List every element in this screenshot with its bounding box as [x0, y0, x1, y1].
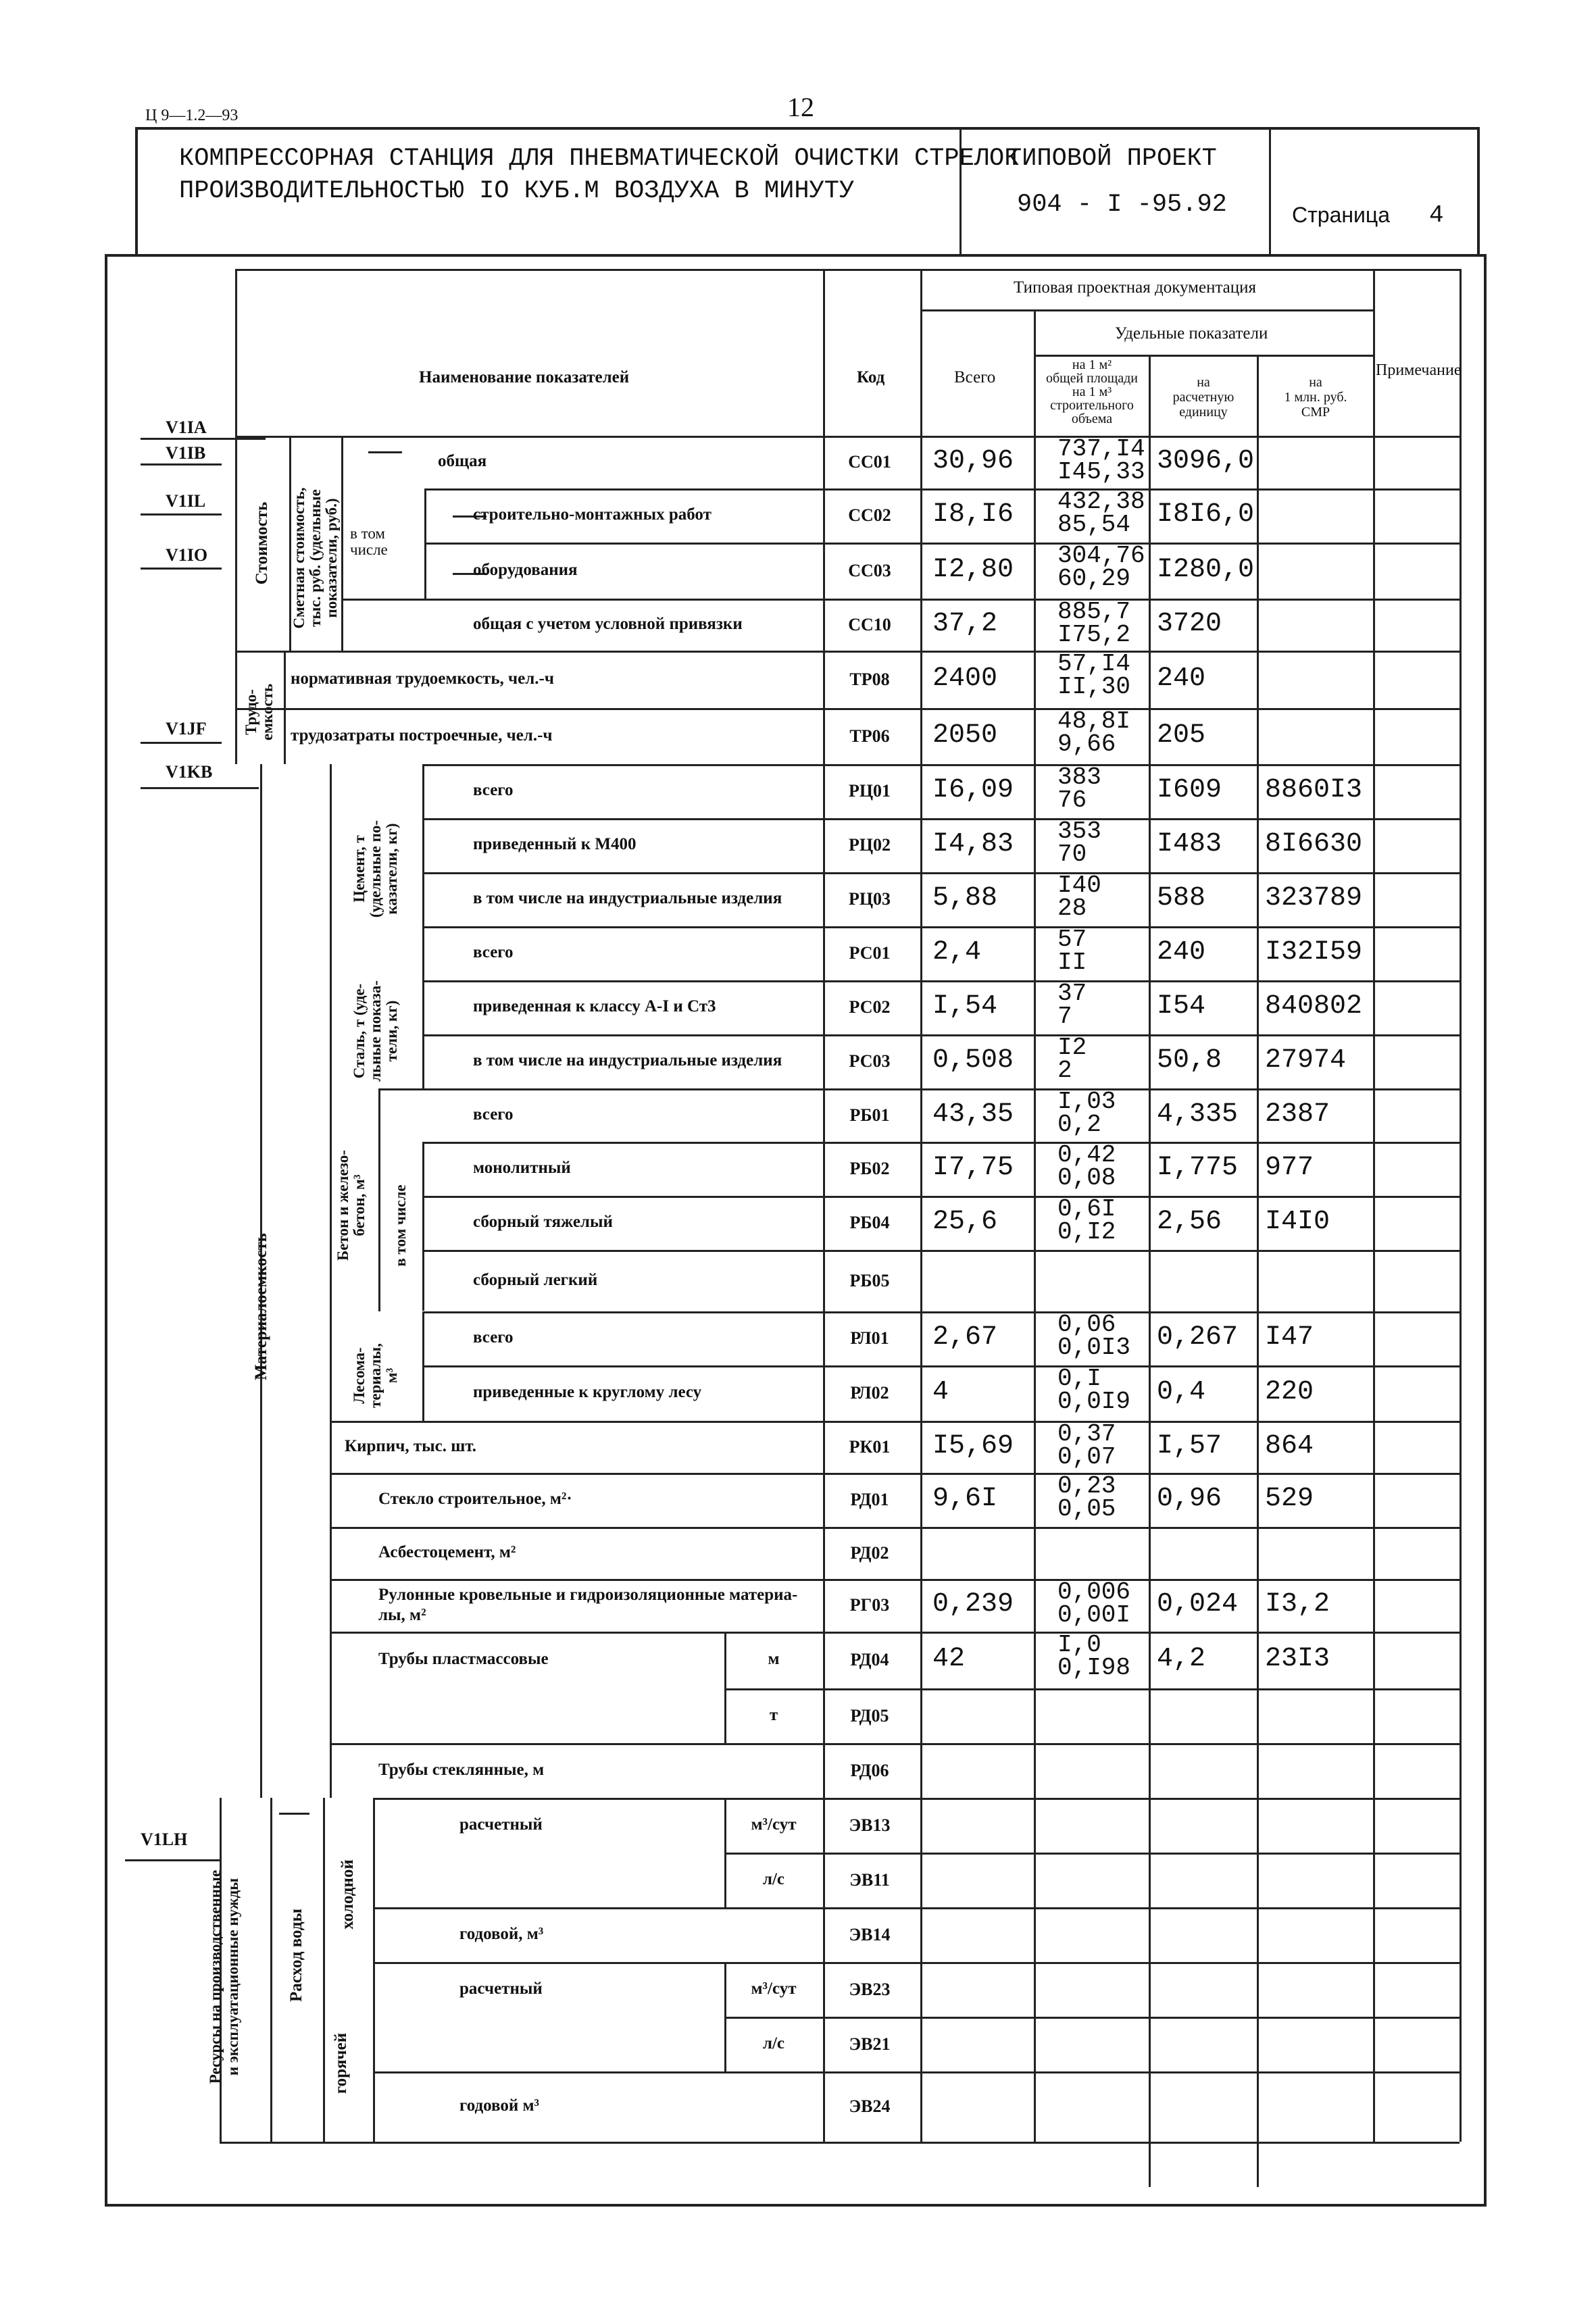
row-name: трудозатраты построечные, чел.-ч — [291, 726, 553, 745]
row-area-value: 48,8I — [1057, 707, 1131, 735]
row-line — [724, 1688, 1460, 1690]
group-wood: Лесома- териалы, м³ — [351, 1343, 400, 1408]
row-name: строительно-монтажных работ — [473, 505, 712, 524]
row-unit-value: I280,0 — [1157, 554, 1255, 585]
title-line-2: ПРОИЗВОДИТЕЛЬНОСТЬЮ IO КУБ.М ВОЗДУХА В МИНУТУ — [179, 177, 855, 205]
row-code: ЭВ24 — [849, 2096, 891, 2116]
row-total: 43,35 — [932, 1099, 1014, 1130]
row-area-value: 304,76 — [1057, 542, 1145, 570]
row-name: Кирпич, тыс. шт. — [345, 1436, 476, 1455]
row-area-value: 432,38 — [1057, 488, 1145, 515]
row-volume-value: II — [1057, 949, 1087, 976]
row-area-value: 353 — [1057, 818, 1101, 845]
sheet-number: 4 — [1429, 201, 1444, 229]
row-name: сборный легкий — [473, 1270, 598, 1289]
row-code: РБ05 — [849, 1270, 890, 1290]
row-unit-value: 588 — [1157, 883, 1206, 913]
row-code: РС03 — [849, 1051, 891, 1071]
group-resources: Ресурсы на производственные и эксплуатационные нужды — [207, 1869, 241, 2084]
row-total: I8,I6 — [932, 499, 1014, 530]
row-unit-value: I8I6,0 — [1157, 499, 1255, 530]
row-name: нормативная трудоемкость, чел.-ч — [291, 669, 554, 688]
row-unit-value: 0,267 — [1157, 1322, 1239, 1353]
row-volume-value: I75,2 — [1057, 621, 1131, 649]
row-mln-value: I47 — [1265, 1322, 1314, 1353]
row-mln-value: 323789 — [1265, 883, 1363, 913]
row-unit-value: 0,024 — [1157, 1589, 1239, 1619]
group-concrete-incl: в том числе — [392, 1184, 409, 1267]
row-volume-value: 7 — [1057, 1003, 1072, 1030]
row-total: 2,4 — [932, 937, 982, 967]
row-mln-value: 8860I3 — [1265, 775, 1363, 805]
marker: V1IA — [166, 418, 207, 437]
row-total: I6,09 — [932, 775, 1014, 805]
row-volume-value: 0,I98 — [1057, 1654, 1131, 1682]
row-area-value: 383 — [1057, 763, 1101, 791]
row-volume-value: 60,29 — [1057, 565, 1131, 593]
row-name: общая — [438, 452, 487, 470]
row-volume-value: 0,0I9 — [1057, 1388, 1131, 1415]
row-name: оборудования — [473, 560, 578, 579]
project-number: 904 - I -95.92 — [1017, 191, 1227, 219]
row-area-value: 0,I — [1057, 1365, 1101, 1392]
row-line — [724, 1853, 1460, 1855]
row-code: РЦ02 — [848, 835, 891, 855]
sheet-label: Страница — [1292, 203, 1391, 227]
row-volume-value: 0,05 — [1057, 1495, 1116, 1523]
row-code: ЭВ13 — [849, 1815, 891, 1835]
header-total: Всего — [954, 368, 996, 386]
row-code: РД06 — [850, 1760, 889, 1780]
row-line — [422, 1034, 1460, 1036]
row-line — [330, 1527, 1460, 1529]
row-total: 25,6 — [932, 1207, 998, 1237]
row-name: расчетный — [459, 1979, 543, 1998]
row-line — [422, 980, 1460, 982]
row-code: СС10 — [848, 614, 891, 634]
row-unit-value: 0,96 — [1157, 1484, 1222, 1514]
row-line — [373, 1962, 1460, 1964]
row-mln-value: 977 — [1265, 1153, 1314, 1183]
row-code: СС03 — [848, 560, 891, 580]
row-total: 2400 — [932, 663, 998, 694]
marker: V1KB — [166, 762, 213, 782]
header-code: Код — [857, 368, 885, 386]
row-code: РБ04 — [849, 1213, 890, 1232]
row-code: РЦ03 — [848, 889, 891, 909]
row-unit-value: 205 — [1157, 720, 1206, 751]
row-name: всего — [473, 781, 514, 799]
row-area-value: 885,7 — [1057, 598, 1131, 626]
row-total: 0,239 — [932, 1589, 1014, 1619]
project-label: ТИПОВОЙ ПРОЕКТ — [1007, 145, 1217, 173]
row-name: приведенные к круглому лесу — [473, 1383, 702, 1401]
row-volume-value: 0,0I3 — [1057, 1334, 1131, 1361]
row-total: 2,67 — [932, 1322, 998, 1353]
row-name: общая с учетом условной привязки — [473, 614, 743, 633]
marker: V1IO — [166, 545, 208, 565]
row-line — [373, 1907, 1460, 1909]
row-name: Трубы стеклянные, м — [378, 1760, 545, 1779]
header-specific: Удельные показатели — [1115, 324, 1268, 343]
group-labor: Трудо- емкость — [243, 684, 276, 740]
row-unit-value: 240 — [1157, 937, 1206, 967]
row-line — [422, 818, 1460, 820]
row-code: ТР06 — [849, 726, 890, 746]
row-line — [378, 1088, 1460, 1090]
row-line — [422, 1311, 1460, 1313]
row-line — [424, 543, 1460, 545]
row-volume-value: 0,2 — [1057, 1111, 1101, 1138]
row-unit: л/с — [762, 1869, 785, 1888]
row-code: РЛ02 — [850, 1383, 889, 1403]
row-mln-value: 23I3 — [1265, 1644, 1330, 1674]
row-code: РД05 — [850, 1705, 889, 1726]
row-unit-value: I483 — [1157, 829, 1222, 859]
row-name: Трубы пластмассовые — [378, 1650, 549, 1668]
row-unit-value: 3720 — [1157, 608, 1222, 639]
header-per-unit: на расчетную единицу — [1172, 375, 1235, 420]
row-code: ТР08 — [849, 669, 890, 689]
row-mln-value: 529 — [1265, 1484, 1314, 1514]
row-total: 30,96 — [932, 446, 1014, 476]
row-volume-value: 0,00I — [1057, 1601, 1131, 1629]
row-unit-value: 240 — [1157, 663, 1206, 694]
row-area-value: 0,06 — [1057, 1311, 1116, 1338]
row-line — [235, 708, 1460, 710]
row-volume-value: 85,54 — [1057, 511, 1131, 538]
group-steel: Сталь, т (уде- льные показа- тели, кг) — [351, 980, 400, 1082]
header-typical: Типовая проектная документация — [1014, 278, 1257, 297]
row-code: РЦ01 — [848, 781, 891, 801]
row-unit-value: 3096,0 — [1157, 446, 1255, 476]
row-total: I5,69 — [932, 1430, 1014, 1461]
row-volume-value: 0,08 — [1057, 1164, 1116, 1192]
header-note: Примечание — [1376, 361, 1462, 379]
row-code: РК01 — [849, 1436, 891, 1457]
row-area-value: 737,I4 — [1057, 435, 1145, 463]
marker: V1IB — [166, 443, 206, 463]
marker: V1JF — [166, 719, 207, 738]
row-mln-value: I4I0 — [1265, 1207, 1330, 1237]
row-line — [724, 2017, 1460, 2019]
row-line — [373, 1798, 1460, 1800]
row-unit: м — [768, 1650, 780, 1668]
marker: V1LH — [141, 1830, 188, 1849]
incl-label: в том числе — [350, 525, 388, 558]
row-code: РД04 — [850, 1650, 889, 1669]
row-area-value: 37 — [1057, 980, 1087, 1007]
row-code: РБ01 — [849, 1105, 890, 1125]
row-name: всего — [473, 1105, 514, 1124]
row-code: РС01 — [849, 943, 891, 963]
row-line — [422, 1142, 1460, 1144]
row-area-value: 0,23 — [1057, 1472, 1116, 1500]
row-name: приведенная к классу А-I и Ст3 — [473, 997, 716, 1015]
row-mln-value: 8I6630 — [1265, 829, 1363, 859]
row-total: 37,2 — [932, 608, 998, 639]
row-unit: л/с — [762, 2034, 785, 2053]
row-volume-value: 2 — [1057, 1057, 1072, 1084]
row-mln-value: 2387 — [1265, 1099, 1330, 1130]
row-total: I2,80 — [932, 554, 1014, 585]
row-name: годовой, м³ — [459, 1924, 544, 1943]
row-area-value: 0,42 — [1057, 1141, 1116, 1169]
row-total: I7,75 — [932, 1153, 1014, 1183]
group-hot: горячей — [332, 2032, 350, 2094]
row-mln-value: I3,2 — [1265, 1589, 1330, 1619]
row-area-value: I40 — [1057, 872, 1101, 899]
row-name: сборный тяжелый — [473, 1213, 613, 1231]
row-code: ЭВ14 — [849, 1924, 891, 1944]
title-line-1: КОМПРЕССОРНАЯ СТАНЦИЯ ДЛЯ ПНЕВМАТИЧЕСКОЙ ОЧИСТКИ СТРЕЛОК — [179, 145, 1020, 173]
row-total: I,54 — [932, 991, 998, 1022]
row-volume-value: 0,07 — [1057, 1443, 1116, 1471]
row-mln-value: I32I59 — [1265, 937, 1363, 967]
group-water: Расход воды — [287, 1908, 305, 2003]
row-line — [424, 488, 1460, 491]
row-area-value: 57,I4 — [1057, 650, 1131, 678]
row-code: РД02 — [850, 1542, 889, 1563]
row-total: I4,83 — [932, 829, 1014, 859]
row-total: 5,88 — [932, 883, 998, 913]
row-name: в том числе на индустриальные изделия — [473, 889, 782, 907]
row-line — [422, 926, 1460, 928]
row-unit-value: I54 — [1157, 991, 1206, 1022]
group-cement: Цемент, т (удельные по- казатели, кг) — [351, 820, 400, 918]
row-line — [422, 764, 1460, 766]
row-unit: м³/сут — [751, 1979, 797, 1998]
row-line — [422, 1196, 1460, 1198]
group-cold: холодной — [339, 1859, 357, 1930]
row-line — [341, 436, 1460, 438]
row-code: РБ02 — [849, 1159, 890, 1178]
row-volume-value: 70 — [1057, 840, 1087, 868]
header-per-area: на 1 м² общей площади на 1 м³ строительного объема — [1046, 357, 1138, 426]
table-bottom-line — [220, 2142, 1460, 2144]
row-code: РС02 — [849, 997, 891, 1017]
row-line — [341, 599, 1460, 601]
row-name: монолитный — [473, 1159, 571, 1177]
row-area-value: I,03 — [1057, 1088, 1116, 1115]
row-unit: т — [769, 1705, 778, 1724]
row-unit-value: 4,2 — [1157, 1644, 1206, 1674]
row-volume-value: II,30 — [1057, 673, 1131, 701]
row-unit-value: 4,335 — [1157, 1099, 1239, 1130]
row-code: СС02 — [848, 505, 891, 525]
group-concrete: Бетон и железо- бетон, м³ — [334, 1150, 368, 1261]
row-total: 0,508 — [932, 1045, 1014, 1076]
row-code: РГ03 — [849, 1595, 890, 1615]
row-line — [330, 1421, 1460, 1423]
row-name-cont: лы, м² — [378, 1606, 426, 1624]
row-line — [422, 872, 1460, 874]
row-total: 4 — [932, 1377, 949, 1407]
row-name: годовой м³ — [459, 2096, 540, 2115]
doc-code: Ц 9—1.2—93 — [145, 107, 239, 124]
row-area-value: I,0 — [1057, 1631, 1101, 1659]
row-name: Стекло строительное, м²· — [378, 1490, 572, 1508]
row-line — [235, 651, 1460, 653]
group-cost-sub: Сметная стоимость, тыс. руб. (удельные показатели, руб.) — [291, 487, 340, 629]
row-code: ЭВ11 — [849, 1869, 890, 1890]
row-total: 9,6I — [932, 1484, 998, 1514]
row-mln-value: 27974 — [1265, 1045, 1347, 1076]
row-volume-value: I45,33 — [1057, 458, 1145, 486]
row-line — [422, 1250, 1460, 1252]
row-code: РЛ01 — [850, 1328, 889, 1348]
row-code: РД01 — [850, 1490, 889, 1509]
row-mln-value: 840802 — [1265, 991, 1363, 1022]
row-volume-value: 0,I2 — [1057, 1218, 1116, 1246]
row-area-value: 57 — [1057, 926, 1087, 953]
row-line — [330, 1632, 1460, 1634]
row-unit-value: 50,8 — [1157, 1045, 1222, 1076]
header-per-mln: на 1 млн. руб. СМР — [1284, 375, 1347, 420]
marker: V1IL — [166, 491, 206, 511]
row-unit-value: I,57 — [1157, 1430, 1222, 1461]
group-cost: Стоимость — [253, 501, 271, 585]
row-unit-value: 2,56 — [1157, 1207, 1222, 1237]
row-code: ЭВ23 — [849, 1979, 891, 1999]
row-line — [422, 1365, 1460, 1367]
row-line — [330, 1743, 1460, 1745]
row-name: Асбестоцемент, м² — [378, 1542, 516, 1561]
row-unit-value: 0,4 — [1157, 1377, 1206, 1407]
row-line — [330, 1473, 1460, 1475]
row-mln-value: 864 — [1265, 1430, 1314, 1461]
row-area-value: 0,6I — [1057, 1195, 1116, 1223]
row-name: всего — [473, 943, 514, 961]
row-unit-value: I,775 — [1157, 1153, 1239, 1183]
row-name: всего — [473, 1328, 514, 1347]
row-volume-value: 9,66 — [1057, 730, 1116, 758]
row-code: ЭВ21 — [849, 2034, 891, 2054]
row-total: 42 — [932, 1644, 966, 1674]
row-area-value: 0,37 — [1057, 1420, 1116, 1448]
row-line — [373, 2071, 1460, 2073]
row-code: СС01 — [848, 452, 891, 472]
row-mln-value: 220 — [1265, 1377, 1314, 1407]
row-volume-value: 28 — [1057, 895, 1087, 922]
group-material: Материалоемкость — [252, 1233, 270, 1380]
row-volume-value: 76 — [1057, 786, 1087, 814]
row-area-value: 0,006 — [1057, 1578, 1131, 1606]
row-unit: м³/сут — [751, 1815, 797, 1834]
row-name: приведенный к М400 — [473, 835, 637, 853]
row-name: Рулонные кровельные и гидроизоляционные материа- — [378, 1586, 798, 1604]
row-area-value: I2 — [1057, 1034, 1087, 1061]
row-name: в том числе на индустриальные изделия — [473, 1051, 782, 1070]
row-line — [330, 1579, 1460, 1581]
row-name: расчетный — [459, 1815, 543, 1834]
header-name: Наименование показателей — [419, 368, 630, 386]
row-total: 2050 — [932, 720, 998, 751]
row-unit-value: I609 — [1157, 775, 1222, 805]
page-number: 12 — [787, 92, 814, 122]
